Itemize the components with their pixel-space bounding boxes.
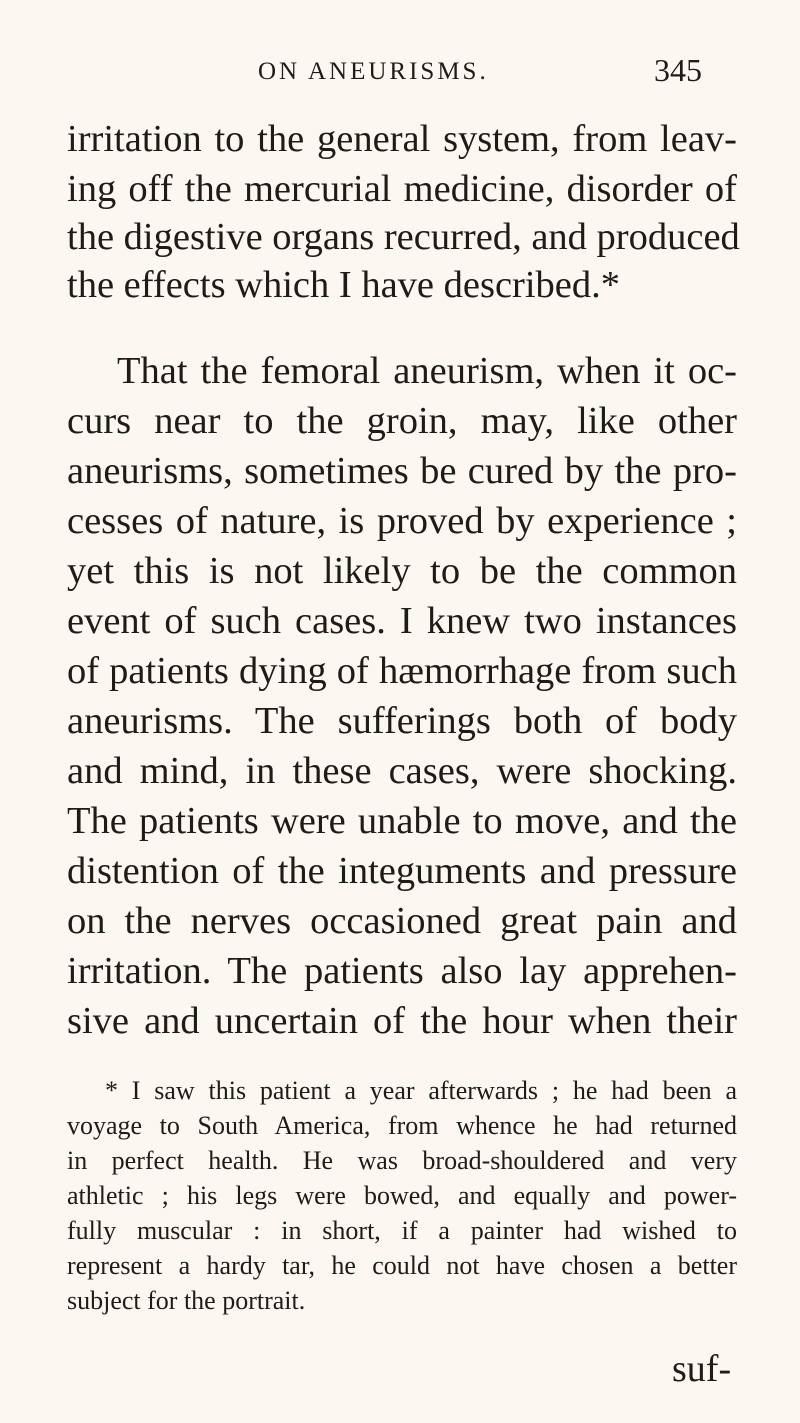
footnote-line: subject for the portrait. [67,1286,306,1315]
body-line: aneurisms. The sufferings both of body [67,700,737,742]
footnote-line: * I saw this patient a year afterwards ; he had been a [105,1076,737,1105]
body-line: on the nerves occasioned great pain and [67,900,737,942]
body-line: cesses of nature, is proved by experience ; [67,500,737,542]
body-line: and mind, in these cases, were shocking. [67,750,737,792]
footnote-line: fully muscular : in short, if a painter had wished to [67,1216,737,1245]
body-line: event of such cases. I knew two instances [67,600,737,642]
body-line: ing off the mercurial medicine, disorder of [67,168,737,210]
body-line: The patients were unable to move, and the [67,800,737,842]
body-line: distention of the integuments and pressure [67,850,737,892]
footnote-line: voyage to South America, from whence he had returned [67,1111,737,1140]
catchword: suf- [672,1348,732,1390]
running-title: ON ANEURISMS. [258,58,489,85]
footnote-line: athletic ; his legs were bowed, and equally and power- [67,1181,737,1210]
body-line: the effects which I have described.* [67,264,621,306]
body-line: the digestive organs recurred, and produced [67,216,740,258]
body-line: That the femoral aneurism, when it oc- [117,350,737,392]
footnote-line: represent a hardy tar, he could not have chosen a better [67,1251,737,1280]
body-line: curs near to the groin, may, like other [67,400,737,442]
body-line: irritation to the general system, from leav- [67,118,737,160]
running-head [0,52,800,92]
footnote-line: in perfect health. He was broad-shouldered and very [67,1146,737,1175]
body-line: of patients dying of hæmorrhage from such [67,650,737,692]
page-number: 345 [654,52,702,88]
body-line: yet this is not likely to be the common [67,550,737,592]
body-line: irritation. The patients also lay apprehen- [67,950,737,992]
body-line: aneurisms, sometimes be cured by the pro- [67,450,737,492]
body-line: sive and uncertain of the hour when their [67,1000,737,1042]
